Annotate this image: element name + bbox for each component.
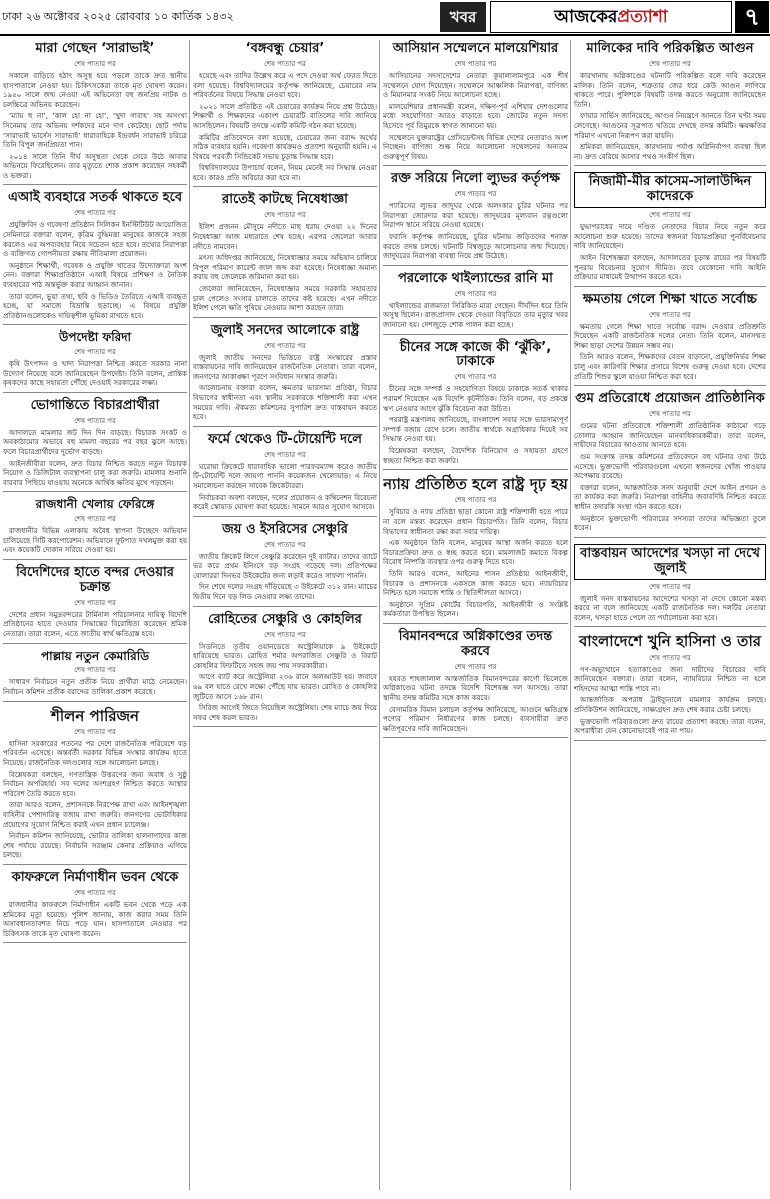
jump-line: শেষ পাতার পর: [454, 190, 497, 199]
article-headline: রাজধানী খেলায় ফেরিঙ্গে: [35, 497, 155, 512]
article-headline: পাল্লায় নতুন কেমারিডি: [40, 648, 150, 663]
article-paragraph: নির্বাচকরা অবশ্য বলছেন, দলের প্রয়োজন ও কম্বিনেশন বিবেচনা করেই স্কোয়াড ঘোষণা করা হয়েছে। সামনে আরও সুযোগ আসবে।: [193, 492, 377, 512]
article-headline: পরলোকে থাইল্যান্ডের রানি মা: [398, 270, 553, 286]
article-body: [193, 222, 377, 312]
article-headline: মারা গেছেন ‘সারাভাই’: [35, 41, 155, 56]
article-headline: ন্যায় প্রতিষ্ঠিত হলে রাষ্ট্র দৃঢ় হয়: [383, 475, 568, 494]
article-headline: বাংলাদেশে খুনি হাসিনা ও তার: [578, 632, 762, 651]
section-label: খবর: [440, 2, 486, 32]
jump-line: শেষ পাতার পর: [649, 211, 691, 220]
article-paragraph: আলোচনায় বক্তারা বলেন, ক্ষমতার ভারসাম্য প্রতিষ্ঠা, বিচার বিভাগের স্বাধীনতা এবং স্থানীয় সরকারকে শক্তিশালী করা এখন সময়ের দাবি। ঐকমত্য কমিশনের সুপারিশ দ্রুত বাস্তবায়ন করতে হবে।: [193, 383, 377, 422]
article: [193, 193, 377, 317]
article-body: [3, 220, 187, 320]
jump-line: শেষ পাতার পর: [74, 515, 116, 524]
article: [193, 324, 377, 427]
article-headline: কাফরুলে নির্মাণাধীন ভবন থেকে: [11, 870, 179, 886]
article-headline: গুম প্রতিরোধে প্রয়োজন প্রাতিষ্ঠানিক: [575, 391, 765, 407]
article-headline: আসিয়ান সম্মেলনে মালয়েশিয়ার: [392, 41, 559, 56]
article-separator: [193, 516, 377, 517]
article: [3, 650, 187, 702]
article-paragraph: ক্ষমতায় গেলে শিক্ষা খাতে সর্বোচ্চ বরাদ্দ দেওয়ার প্রতিশ্রুতি দিয়েছেন একটি রাজনৈতিক দলের নেতা। তিনি বলেন, মানসম্মত শিক্ষা ছাড়া দেশের উন্নয়ন সম্ভব নয়।: [574, 321, 766, 350]
column-4: [574, 40, 766, 1190]
article-paragraph: গুম সংক্রান্ত তদন্ত কমিশনের প্রতিবেদনে বহু ঘটনার তথ্য উঠে এসেছে। ভুক্তভোগী পরিবারগুলো এখনো স্বজনদের খোঁজ পাওয়ার অপেক্ষায় রয়েছে।: [574, 451, 766, 481]
jump-line: শেষ পাতার পর: [74, 888, 116, 897]
article-headline: বাস্তবায়ন আদেশের খসড়া না দেখে জুলাই: [574, 544, 766, 580]
article-separator: [193, 426, 377, 427]
article-paragraph: সিডনিতে তৃতীয় ওয়ানডেতে অস্ট্রেলিয়াকে ৯ উইকেটে হারিয়েছে ভারত। রোহিত শর্মার অপরাজিত সেঞ্চুরি ও বিরাট কোহলির ফিফটিতে সহজ জয় পায় সফরকারীরা।: [193, 641, 377, 670]
article-body: [383, 301, 568, 330]
article-body: [193, 462, 377, 512]
article-headline: বিমানবন্দরে অগ্নিকাণ্ডের তদন্ত করবে: [398, 628, 553, 659]
article-paragraph: ফরাসি কর্তৃপক্ষ জানিয়েছে, চুরির ঘটনায় জড়িতদের শনাক্ত করতে তদন্ত চলছে। ঘটনাটি বিশ্বজুড়ে আলোচনার জন্ম দিয়েছে। জাদুঘরের নিরাপত্তা ব্যবস্থা নিয়ে প্রশ্ন উঠেছে।: [383, 232, 568, 261]
article-headline: ক্ষমতায় গেলে শিক্ষা খাতে সর্বোচ্চ: [583, 291, 757, 307]
article-separator: [3, 701, 187, 702]
article-separator: [3, 559, 187, 560]
article-headline: বিদেশিদের হাতে বন্দর দেওয়ার চক্রান্ত: [16, 565, 174, 595]
article-paragraph: রাজধানীর কাফরুলে নির্মাণাধীন একটি ভবন থেকে পড়ে এক শ্রমিকের মৃত্যু হয়েছে। পুলিশ জানায়, কাজ করার সময় তিনি অসাবধানতাবশত নিচে পড়ে যান। হাসপাতালে নেওয়ার পর চিকিৎসক তাকে মৃত ঘোষণা করেন।: [3, 899, 187, 938]
article-separator: [3, 491, 187, 492]
article-body: [193, 71, 377, 183]
article-paragraph: ফায়ার সার্ভিস জানিয়েছে, আগুন নিয়ন্ত্রণে আনতে তিন ঘণ্টা সময় লেগেছে। আগুনের সূত্রপাত খতিয়ে দেখছে তদন্ত কমিটি। ক্ষয়ক্ষতির পরিমাণ এখনো নিরূপণ করা যায়নি।: [574, 111, 766, 140]
article-body: [574, 71, 766, 161]
article-body: [383, 71, 568, 161]
article: [3, 331, 187, 393]
article-paragraph: রাজধানীর বিভিন্ন এলাকায় অবৈধ স্থাপনা উচ্ছেদে অভিযান চালিয়েছে সিটি করপোরেশন। অভিযানে ফুটপাত দখলমুক্ত করা হয় এবং কয়েকটি দোকান সরিয়ে দেওয়া হয়।: [3, 526, 187, 555]
column-2: [193, 40, 377, 1190]
article-paragraph: হয়েছে এবং তাদির উল্লেখ করে এ পদে দেওয়া অর্থ ফেরত দিতে বলা হয়েছে। বিশ্ববিদ্যালয়ের কর্তৃপক্ষ জানিয়েছে, চেয়ারের নাম পরিবর্তনের বিষয়ে সিদ্ধান্ত নেওয়া হবে।: [193, 70, 377, 100]
article-paragraph: হযরত শাহজালাল আন্তর্জাতিক বিমানবন্দরের কার্গো ভিলেজে অগ্নিকাণ্ডের ঘটনা তদন্তে বিদেশি বিশেষজ্ঞ দল আসছে। তারা স্থানীয় তদন্ত কমিটির সঙ্গে কাজ করবে।: [383, 673, 568, 702]
article-headline: এআই ব্যবহারে সতর্ক থাকতে হবে: [7, 190, 183, 206]
article: [3, 498, 187, 560]
article: [3, 191, 187, 325]
article-separator: [574, 537, 766, 538]
article-separator: [574, 740, 766, 741]
article-headline: জয় ও ইসরিসের সেঞ্চুরি: [222, 521, 348, 537]
jump-line: শেষ পাতার পর: [74, 666, 116, 675]
jump-line: শেষ পাতার পর: [454, 59, 497, 68]
article: [383, 630, 568, 738]
article-paragraph: বিশ্লেষকরা বলছেন, বৈদেশিক বিনিয়োগ ও সহায়তা গ্রহণে স্বচ্ছতা নিশ্চিত করা জরুরি।: [383, 445, 568, 465]
article: [383, 42, 568, 166]
masthead-logo: [490, 1, 732, 33]
article-headline: জুলাই সনদের আলোকে রাষ্ট্র: [210, 322, 360, 338]
jump-line: শেষ পাতার পর: [264, 59, 306, 68]
jump-line: শেষ পাতার পর: [264, 450, 306, 459]
article-paragraph: তারা বলেন, ভুয়া তথ্য, ছবি ও ভিডিও তৈরিতে এআই ব্যবহৃত হচ্ছে, যা সমাজে বিভ্রান্তি ছড়াচ্ছে। এ বিষয়ে প্রযুক্তি প্রতিষ্ঠানগুলোকেও দায়িত্বশীল ভূমিকা রাখতে হবে।: [3, 291, 187, 320]
article-paragraph: ভুক্তভোগী পরিবারগুলো দ্রুত রায়ের প্রত্যাশা করছে। তারা বলেন, অপরাধীরা যেন কোনোভাবেই পার না পায়।: [574, 716, 766, 736]
article-separator: [574, 626, 766, 627]
jump-line: শেষ পাতার পর: [74, 416, 116, 425]
jump-line: শেষ পাতার পর: [649, 582, 691, 591]
article-paragraph: কমিটির প্রতিবেদনে বলা হয়েছে, চেয়ারের জন্য বরাদ্দ অর্থের সঠিক ব্যবহার হয়নি। গবেষণা কার্যক্রমও প্রত্যাশা অনুযায়ী হয়নি। এ বিষয়ে পরবর্তী সিন্ডিকেট সভায় চূড়ান্ত সিদ্ধান্ত হবে।: [193, 132, 377, 161]
column-divider: [570, 40, 571, 1190]
article: [574, 633, 766, 740]
jump-line: শেষ পাতার পর: [264, 540, 306, 549]
article-separator: [383, 623, 568, 624]
article-body: [574, 421, 766, 533]
page-header: [0, 0, 770, 36]
article-body: [383, 674, 568, 734]
article-separator: [3, 324, 187, 325]
article-paragraph: আদালতে মামলার জট দিন দিন বাড়ছে। বিচারক সংকট ও অবকাঠামোর অভাবে বহু মামলা বছরের পর বছর ঝুলে আছে। ফলে বিচারপ্রার্থীদের দুর্ভোগ বাড়ছে।: [3, 427, 187, 457]
article-paragraph: ঘরোয়া ক্রিকেটে ধারাবাহিক ভালো পারফরম্যান্স করেও জাতীয় টি-টোয়েন্টি দলে জায়গা পাননি কয়েকজন খেলোয়াড়। এ নিয়ে সমালোচনা করছেন সাবেক ক্রিকেটাররা।: [193, 461, 377, 490]
jump-line: শেষ পাতার পর: [454, 496, 497, 505]
article-body: [3, 900, 187, 938]
article-paragraph: অনুষ্ঠানে ভুক্তভোগী পরিবারের সদস্যরা তাদের অভিজ্ঞতা তুলে ধরেন।: [574, 513, 766, 533]
issue-date: ঢাকা ২৬ অক্টোবর ২০২৫ রোববার ১০ কার্তিক ১৪৩২: [2, 10, 234, 23]
masthead-word-b: প্রত্যাশা: [617, 7, 668, 27]
jump-line: শেষ পাতার পর: [454, 373, 497, 382]
article-headline: চীনের সঙ্গে কাজে কী ‘ঝুঁকি’, ঢাকাকে: [399, 339, 552, 370]
article-paragraph: আগে ব্যাট করে অস্ট্রেলিয়া ২৩৬ রানে অলআউট হয়। জবাবে ৬৯ বল হাতে রেখে লক্ষ্যে পৌঁছে যায় ভারত। রোহিত ও কোহলির জুটিতে আসে ১৬৮ রান।: [193, 672, 377, 701]
article: [193, 433, 377, 517]
article-paragraph: এক অনুষ্ঠানে তিনি বলেন, মানুষের আস্থা অর্জন করতে হলে বিচারপ্রক্রিয়া দ্রুত ও স্বচ্ছ করতে হবে। মামলাজট কমাতে বিকল্প বিরোধ নিষ্পত্তি ব্যবস্থার ওপর গুরুত্ব দিতে হবে।: [383, 538, 568, 567]
article-paragraph: হাসিনা সরকারের পতনের পর দেশে রাজনৈতিক পরিবেশে বড় পরিবর্তন এসেছে। অন্তর্বর্তী সরকার বিভিন্ন সংস্কার কার্যক্রম হাতে নিয়েছে। রাজনৈতিক দলগুলোর সঙ্গে আলোচনা চলছে।: [3, 738, 187, 768]
jump-line: শেষ পাতার পর: [264, 630, 306, 639]
column-divider: [379, 40, 380, 1190]
article-body: [193, 353, 377, 422]
article-body: [3, 610, 187, 639]
jump-line: শেষ পাতার পর: [454, 662, 497, 671]
article-paragraph: ইলিশ প্রজনন মৌসুমে নদীতে মাছ ধরায় দেওয়া ২২ দিনের নিষেধাজ্ঞা আজ মধ্যরাতে শেষ হচ্ছে। এরপর জেলেরা আবার নদীতে নামবেন।: [193, 222, 377, 251]
article-separator: [3, 184, 187, 185]
article-paragraph: আন্তর্জাতিক অপরাধ ট্রাইব্যুনালে মামলার কার্যক্রম চলছে। প্রসিকিউশন জানিয়েছে, সাক্ষ্যগ্রহণ দ্রুত শেষ করার চেষ্টা চলছে।: [574, 695, 766, 714]
article: [193, 523, 377, 607]
article-body: [3, 677, 187, 696]
article-paragraph: কারখানায় অগ্নিকাণ্ডের ঘটনাটি পরিকল্পিত বলে দাবি করেছেন মালিক। তিনি বলেন, শত্রুতার জের ধরে কেউ আগুন লাগিয়ে থাকতে পারে। পুলিশকে বিষয়টি তদন্ত করতে অনুরোধ জানিয়েছেন তিনি।: [574, 70, 766, 109]
jump-line: শেষ পাতার পর: [74, 727, 116, 736]
article: [383, 476, 568, 624]
article-separator: [383, 165, 568, 166]
article-paragraph: মৎস্য অধিদপ্তর জানিয়েছে, নিষেধাজ্ঞার সময়ে অভিযান চালিয়ে বিপুল পরিমাণ কারেন্ট জাল জব্দ করা হয়েছে। নিষেধাজ্ঞা অমান্য করায় বহু জেলেকে জরিমানা করা হয়।: [193, 253, 377, 282]
article-headline: শীলন পারিজন: [51, 706, 139, 725]
article-body: [383, 384, 568, 465]
article-paragraph: আসিয়ানের সদস্যদেশের নেতারা কুয়ালালামপুরে এক শীর্ষ সম্মেলনে যোগ দিয়েছেন। সম্মেলনে আঞ্চলিক নিরাপত্তা, বাণিজ্য ও মিয়ানমার সংকট নিয়ে আলোচনা হচ্ছে।: [383, 70, 568, 100]
article-paragraph: বিশ্লেষকরা বলছেন, গণতান্ত্রিক উত্তরণের জন্য অবাধ ও সুষ্ঠু নির্বাচন অপরিহার্য। সব দলের অংশগ্রহণ নিশ্চিত করতে আস্থার পরিবেশ তৈরি করতে হবে।: [3, 769, 187, 798]
article-paragraph: কৃষি উৎপাদন ও খাদ্য নিরাপত্তা নিশ্চিত করতে সরকার নানা উদ্যোগ নিয়েছে বলে জানিয়েছেন উপদেষ্টা। তিনি বলেন, প্রান্তিক কৃষকদের কাছে সহায়তা পৌঁছে দেওয়াই সরকারের লক্ষ্য।: [3, 359, 187, 388]
article-paragraph: সিরিজ আগেই জিতে নিয়েছিল অস্ট্রেলিয়া। শেষ ম্যাচে জয় দিয়ে সফর শেষ করল ভারত।: [193, 703, 377, 722]
article-paragraph: গণ-অভ্যুত্থানে হত্যাকাণ্ডের জন্য দায়ীদের বিচারের দাবি জানিয়েছেন বক্তারা। তারা বলেন, ন্যায়বিচার নিশ্চিত না হলে শহিদদের আত্মা শান্তি পাবে না।: [574, 664, 766, 693]
article-body: [574, 222, 766, 282]
header-rule: [0, 34, 770, 36]
jump-line: শেষ পাতার পর: [74, 348, 116, 357]
jump-line: শেষ পাতার পর: [264, 341, 306, 350]
article-separator: [3, 942, 187, 943]
article-headline: মালিকের দাবি পরিকল্পিত আগুন: [586, 41, 754, 56]
article-paragraph: বিশ্ববিদ্যালয়ের উপাচার্য বলেন, নিয়ম মেনেই সব সিদ্ধান্ত নেওয়া হবে। কারও প্রতি অবিচার করা হবে না।: [193, 163, 377, 182]
article-separator: [3, 643, 187, 644]
article-paragraph: ‘ম্যায় হু না’, ‘কাল হো না হো’, ‘খুদা গাবাহ’ সহ অসংখ্য সিনেমায় তার অভিনয় দর্শকদের মনে দাগ কেটেছে। ছোট পর্দায় ‘সারাভাই ভার্সেস সারাভাই’ ধারাবাহিকে ইন্দ্রবর্ধন সারাভাই চরিত্রে তিনি বিপুল জনপ্রিয়তা পান।: [3, 111, 187, 150]
jump-line: শেষ পাতার পর: [649, 59, 691, 68]
article-paragraph: তিনি আরও বলেন, শিক্ষকদের বেতন বাড়ানো, প্রযুক্তিনির্ভর শিক্ষা চালু এবং কারিগরি শিক্ষার প্রসারে বিশেষ গুরুত্ব দেওয়া হবে। দেশের প্রতিটি শিশুর স্কুলে যাওয়া নিশ্চিত করা হবে।: [574, 352, 766, 381]
article-separator: [3, 392, 187, 393]
article-separator: [193, 317, 377, 318]
article-paragraph: জুলাই সনদ বাস্তবায়নের আদেশের খসড়া না দেখে কোনো মন্তব্য করবে না বলে জানিয়েছে একটি রাজনৈতিক দল। দলটির নেতারা বলেন, খসড়া হাতে পেলে তা পর্যালোচনা করা হবে।: [574, 593, 766, 622]
article-body: [3, 428, 187, 488]
article-paragraph: অনুষ্ঠানে সুপ্রিম কোর্টের বিচারপতি, আইনজীবী ও সংশ্লিষ্ট কর্মকর্তারা উপস্থিত ছিলেন।: [383, 599, 568, 619]
article-body: [3, 526, 187, 555]
article-body: [193, 642, 377, 723]
article-body: [3, 739, 187, 860]
jump-line: শেষ পাতার পর: [454, 289, 497, 298]
article: [193, 613, 377, 728]
jump-line: শেষ পাতার পর: [74, 598, 116, 607]
jump-line: শেষ পাতার পর: [649, 653, 691, 662]
article-body: [574, 322, 766, 382]
article-paragraph: জেলেরা জানিয়েছেন, নিষেধাজ্ঞার সময়ে সরকারি সহায়তার চাল পেলেও সংসার চালাতে তাদের কষ্ট হয়েছে। এখন নদীতে ইলিশ পেলে ক্ষতি পুষিয়ে নেওয়ার আশা করছেন তারা।: [193, 283, 377, 313]
article-paragraph: বেসামরিক বিমান চলাচল কর্তৃপক্ষ জানিয়েছে, আগুনে ক্ষতিগ্রস্ত পণ্যের পরিমাণ নির্ধারণের কাজ চলছে। ব্যবসায়ীরা দ্রুত ক্ষতিপূরণের দাবি জানিয়েছেন।: [383, 704, 568, 733]
article: [383, 172, 568, 266]
article: [574, 392, 766, 537]
article-paragraph: আইন বিশেষজ্ঞরা বলছেন, আদালতের চূড়ান্ত রায়ের পর বিষয়টি পুনরায় বিবেচনার সুযোগ সীমিত। তবে যেকোনো দাবি আইনি প্রক্রিয়ার মাধ্যমেই উত্থাপন করতে হবে।: [574, 252, 766, 282]
article: [574, 172, 766, 286]
article-separator: [383, 334, 568, 335]
page-number: ৭: [735, 1, 769, 33]
column-1: [3, 40, 187, 1190]
article-separator: [574, 286, 766, 287]
article-paragraph: জুলাই জাতীয় সনদের ভিত্তিতে রাষ্ট্র সংস্কারের প্রস্তাব বাস্তবায়নের দাবি জানিয়েছেন রাজনৈতিক নেতারা। তারা বলেন, জনগণের আকাঙ্ক্ষা পূরণে সংবিধান সংস্কার জরুরি।: [193, 352, 377, 381]
article-paragraph: গুমের ঘটনা প্রতিরোধে শক্তিশালী প্রাতিষ্ঠানিক কাঠামো গড়ে তোলার আহ্বান জানিয়েছেন মানবাধিকারকর্মীরা। তারা বলেন, দায়ীদের বিচারের আওতায় আনতে হবে।: [574, 421, 766, 450]
article: [193, 42, 377, 187]
article: [574, 42, 766, 166]
article-body: [193, 552, 377, 602]
article: [574, 293, 766, 387]
column-3: [383, 40, 568, 1190]
article-headline: উপদেষ্টা ফরিদা: [58, 330, 132, 345]
article-headline: ‘বঙ্গবন্ধু চেয়ার’: [245, 41, 325, 56]
article-paragraph: সকালে বাড়িতে হঠাৎ অসুস্থ হয়ে পড়লে তাকে দ্রুত স্থানীয় হাসপাতালে নেওয়া হয়। চিকিৎসকেরা তাকে মৃত ঘোষণা করেন। ১৯৫০ সালে জন্ম নেওয়া এই অভিনেতা বহু জনপ্রিয় নাটক ও চলচ্চিত্রে অভিনয় করেছেন।: [3, 70, 187, 109]
article-body: [383, 201, 568, 261]
article: [383, 272, 568, 335]
article-paragraph: থাইল্যান্ডের রাজমাতা সিরিকিত মারা গেছেন। দীর্ঘদিন ধরে তিনি অসুস্থ ছিলেন। রাজপ্রাসাদ থেকে দেওয়া বিবৃতিতে তার মৃত্যুর খবর জানানো হয়। দেশজুড়ে শোক পালন করা হচ্ছে।: [383, 300, 568, 329]
jump-line: শেষ পাতার পর: [74, 59, 116, 68]
article-paragraph: প্যারিসের ল্যুভর জাদুঘর থেকে অলংকার চুরির ঘটনার পর নিরাপত্তা জোরদার করা হয়েছে। জাদুঘরের মূল্যবান রত্নগুলো নিরাপদ স্থানে সরিয়ে নেওয়া হয়েছে।: [383, 201, 568, 230]
article-paragraph: শ্রমিকরা জানিয়েছেন, কারখানায় পর্যাপ্ত অগ্নিনির্বাপণ ব্যবস্থা ছিল না। দ্রুত বেরিয়ে আসার পথও সংকীর্ণ ছিল।: [574, 142, 766, 161]
article: [3, 708, 187, 865]
article-separator: [193, 186, 377, 187]
article-paragraph: সম্মেলনে যুক্তরাষ্ট্রের প্রেসিডেন্টসহ বিভিন্ন দেশের নেতারাও অংশ নিচ্ছেন। বাণিজ্য শুল্ক নিয়ে আলোচনা সম্মেলনের অন্যতম গুরুত্বপূর্ণ বিষয়।: [383, 132, 568, 161]
article: [574, 544, 766, 628]
article-headline: ভোগান্তিতে বিচারপ্রার্থীরা: [30, 397, 160, 413]
article-paragraph: আইনজীবীরা বলেন, দ্রুত বিচার নিশ্চিত করতে নতুন বিচারক নিয়োগ ও ডিজিটাল ব্যবস্থাপনা চালু করা জরুরি। মামলার শুনানি বারবার পিছিয়ে যাওয়ায় অনেকে আর্থিক ক্ষতির মুখে পড়ছেন।: [3, 458, 187, 487]
article-separator: [574, 165, 766, 166]
article-body: [574, 594, 766, 623]
masthead-word-a: আজকের: [554, 7, 618, 27]
article: [3, 399, 187, 493]
article: [3, 871, 187, 943]
article-headline: রক্ত সরিয়ে নিলো ল্যুভর কর্তৃপক্ষ: [391, 171, 560, 187]
article: [383, 341, 568, 471]
article-paragraph: তিনি আরও বলেন, আইনের শাসন প্রতিষ্ঠায় আইনজীবী, বিচারক ও প্রশাসনকে একসঙ্গে কাজ করতে হবে। ন্যায়বিচার নিশ্চিত হলে সমাজে শান্তি ও স্থিতিশীলতা আসবে।: [383, 568, 568, 598]
article-body: [3, 359, 187, 388]
article-paragraph: তারা আরও বলেন, প্রশাসনকে নিরপেক্ষ রাখা এবং আইনশৃঙ্খলা বাহিনীর পেশাদারিত্ব বজায় রাখা জরুরি। জনগণের ভোটাধিকার প্রয়োগের সুযোগ নিশ্চিত করাই এখন প্রধান চ্যালেঞ্জ।: [3, 800, 187, 829]
article-separator: [574, 385, 766, 386]
article-paragraph: প্রযুক্তিবিদ ও গবেষণা প্রতিষ্ঠান সিলিকন ইনস্টিটিউট আয়োজিত সেমিনারে বক্তারা বলেন, কৃত্রিম বুদ্ধিমত্তা মানুষের কাজকে সহজ করলেও এর অপব্যবহার নিয়ে সচেতন হতে হবে। তথ্যের নিরাপত্তা ও ব্যক্তিগত গোপনীয়তা রক্ষায় নীতিমালা প্রয়োজন।: [3, 220, 187, 259]
article-body: [3, 71, 187, 181]
article-separator: [193, 726, 377, 727]
article-paragraph: নির্বাচন কমিশন জানিয়েছে, ভোটার তালিকা হালনাগাদের কাজ শেষ পর্যায়ে রয়েছে। নির্বাচনি সরঞ্জাম কেনার প্রক্রিয়াও এগিয়ে চলছে।: [3, 831, 187, 860]
jump-line: শেষ পাতার পর: [649, 310, 691, 319]
article-body: [574, 665, 766, 736]
article: [3, 566, 187, 644]
article-body: [383, 507, 568, 619]
article-separator: [3, 864, 187, 865]
article-paragraph: সুবিচার ও ন্যায় প্রতিষ্ঠা ছাড়া কোনো রাষ্ট্র শক্তিশালী হতে পারে না বলে মন্তব্য করেছেন প্রধান বিচারপতি। তিনি বলেন, বিচার বিভাগের স্বাধীনতা রক্ষা করা সবার দায়িত্ব।: [383, 507, 568, 536]
article: [3, 42, 187, 185]
article-separator: [383, 265, 568, 266]
article-headline: ফর্মে থেকেও টি-টোয়েন্টি দলে: [208, 431, 362, 447]
article-separator: [193, 606, 377, 607]
jump-line: শেষ পাতার পর: [649, 410, 691, 419]
article-paragraph: দেশের প্রধান সমুদ্রবন্দরের টার্মিনাল পরিচালনার দায়িত্ব বিদেশি প্রতিষ্ঠানের হাতে দেওয়ার সিদ্ধান্তের বিরোধিতা করেছেন শ্রমিক নেতারা। তারা বলেন, এতে জাতীয় স্বার্থ ক্ষতিগ্রস্ত হবে।: [3, 609, 187, 639]
article-paragraph: অনুষ্ঠানে শিক্ষার্থী, গবেষক ও প্রযুক্তি খাতের উদ্যোক্তারা অংশ নেন। বক্তারা শিক্ষাপ্রতিষ্ঠানে এআই বিষয়ে প্রশিক্ষণ ও নৈতিক ব্যবহারের পাঠ অন্তর্ভুক্ত করার আহ্বান জানান।: [3, 260, 187, 289]
article-headline: রোহিতের সেঞ্চুরি ও কোহলির: [208, 611, 362, 627]
article-paragraph: দিন শেষে দলের সংগ্রহ দাঁড়িয়েছে ৩ উইকেটে ৩১২ রান। ম্যাচের দ্বিতীয় দিনে বড় লিড নেওয়ার লক্ষ্য তাদের।: [193, 582, 377, 602]
article-paragraph: সাধারণ নির্বাচনে নতুন প্রতীক নিয়ে প্রার্থীরা মাঠে নেমেছেন। নির্বাচন কমিশন প্রতীক বরাদ্দের তালিকা প্রকাশ করেছে।: [3, 677, 187, 697]
article-paragraph: পররাষ্ট্র মন্ত্রণালয় জানিয়েছে, বাংলাদেশ সবার সঙ্গে ভারসাম্যপূর্ণ সম্পর্ক বজায় রেখে চলে। জাতীয় স্বার্থকে অগ্রাধিকার দিয়েই সব সিদ্ধান্ত নেওয়া হয়।: [383, 415, 568, 444]
article-separator: [383, 737, 568, 738]
jump-line: শেষ পাতার পর: [264, 211, 306, 220]
article-paragraph: বক্তারা বলেন, আন্তর্জাতিক সনদ অনুযায়ী দেশে আইন প্রণয়ন ও তা কার্যকর করা জরুরি। নিরাপত্তা বাহিনীর জবাবদিহি নিশ্চিত করতে স্বাধীন তদারকি সংস্থা গঠন করতে হবে।: [574, 482, 766, 511]
article-paragraph: জাতীয় ক্রিকেট লিগে সেঞ্চুরি করেছেন দুই ব্যাটার। তাদের ব্যাটে ভর করে প্রথম ইনিংসে বড় সংগ্রহ গড়েছে দল। প্রতিপক্ষের বোলাররা দিনভর উইকেটের জন্য লড়াই করেও সাফল্য পাননি।: [193, 551, 377, 580]
article-separator: [383, 469, 568, 470]
article-paragraph: চীনের সঙ্গে সম্পর্ক ও সহযোগিতা বিষয়ে ঢাকাকে সতর্ক থাকার পরামর্শ দিয়েছেন এক বিদেশি কূটনীতিক। তিনি বলেন, বড় প্রকল্পে ঋণ নেওয়ার আগে ঝুঁকি বিবেচনা করা উচিত।: [383, 384, 568, 413]
article-headline: রাতেই কাটছে নিষেধাজ্ঞা: [222, 192, 348, 208]
jump-line: শেষ পাতার পর: [74, 209, 116, 218]
article-paragraph: ২০১৪ সালে তিনি দীর্ঘ অসুস্থতা থেকে সেরে উঠে আবার অভিনয়ে ফিরেছিলেন। তার মৃত্যুতে শোক প্রকাশ করেছেন সহকর্মী ও ভক্তরা।: [3, 151, 187, 180]
article-headline: নিজামী-মীর কাসেম-সালাউদ্দিন কাদেরকে: [574, 172, 766, 208]
article-paragraph: ২০২১ সালে প্রতিষ্ঠিত এই চেয়ারের কার্যক্রম নিয়ে প্রশ্ন উঠেছে। শিক্ষার্থী ও শিক্ষকদের একাংশ চেয়ারটি বাতিলের দাবি জানিয়ে আসছিলেন। বিষয়টি তদন্তে একটি কমিটি গঠন করা হয়েছে।: [193, 101, 377, 130]
article-paragraph: মালয়েশিয়ার প্রধানমন্ত্রী বলেন, দক্ষিণ-পূর্ব এশিয়ার দেশগুলোর মধ্যে সহযোগিতা আরও বাড়াতে হবে। জোটের নতুন সদস্য হিসেবে পূর্ব তিমুরকে স্বাগত জানানো হয়।: [383, 101, 568, 130]
article-paragraph: যুদ্ধাপরাধের দায়ে দণ্ডিত নেতাদের বিচার নিয়ে নতুন করে আলোচনা শুরু হয়েছে। তাদের স্বজনরা বিচারপ্রক্রিয়া পুনর্বিবেচনার দাবি জানিয়েছেন।: [574, 222, 766, 251]
column-divider: [189, 40, 190, 1190]
